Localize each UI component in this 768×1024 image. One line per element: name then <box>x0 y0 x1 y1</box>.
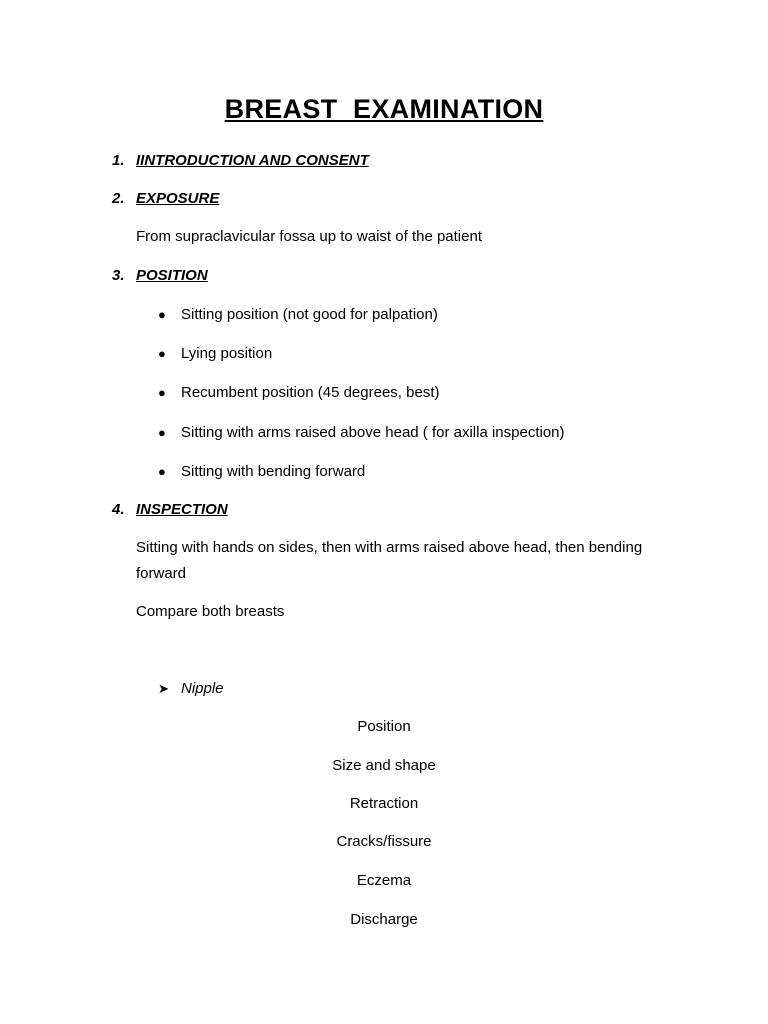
section-heading-introduction <box>112 152 369 169</box>
bullet-icon: ● <box>158 346 166 361</box>
arrow-bullet-icon: ➤ <box>158 681 169 696</box>
subsection-nipple <box>158 680 224 697</box>
document-title: BREAST EXAMINATION <box>224 94 544 124</box>
section-number: 1. <box>112 152 125 169</box>
section-title: EXPOSURE <box>136 190 220 207</box>
section-heading-inspection <box>112 501 228 518</box>
list-item <box>158 424 565 441</box>
section-number: 4. <box>112 501 125 518</box>
exposure-text: From supraclavicular fossa up to waist of the patient <box>136 228 482 245</box>
section-heading-exposure <box>112 190 219 207</box>
list-item: Position <box>357 718 411 735</box>
list-item <box>158 306 438 323</box>
bullet-icon: ● <box>158 307 166 322</box>
list-item: Eczema <box>356 872 412 889</box>
section-number: 2. <box>112 190 125 207</box>
list-item-text: Sitting with arms raised above head ( for axilla inspection) <box>181 424 565 441</box>
list-item <box>158 463 365 480</box>
inspection-compare-text: Compare both breasts <box>136 603 285 620</box>
subsection-label: Nipple <box>181 680 224 697</box>
list-item <box>158 345 272 362</box>
bullet-icon: ● <box>158 425 166 440</box>
list-item-text: Recumbent position (45 degrees, best) <box>181 384 440 401</box>
list-item: Retraction <box>349 795 419 812</box>
list-item-text: Sitting position (not good for palpation) <box>181 306 438 323</box>
inspection-text: Sitting with hands on sides, then with arms raised above head, then bending forward <box>136 539 643 582</box>
section-title: POSITION <box>136 267 208 284</box>
list-item: Cracks/fissure <box>336 833 432 850</box>
list-item <box>158 384 439 401</box>
bullet-icon: ● <box>158 464 166 479</box>
list-item-text: Lying position <box>181 345 273 362</box>
section-heading-position <box>112 267 208 284</box>
list-item-text: Sitting with bending forward <box>181 463 366 480</box>
section-title: INSPECTION <box>136 501 228 518</box>
section-title: IINTRODUCTION AND CONSENT <box>136 152 369 169</box>
list-item: Discharge <box>350 911 418 928</box>
section-number: 3. <box>112 267 125 284</box>
bullet-icon: ● <box>158 385 166 400</box>
list-item: Size and shape <box>332 757 436 774</box>
